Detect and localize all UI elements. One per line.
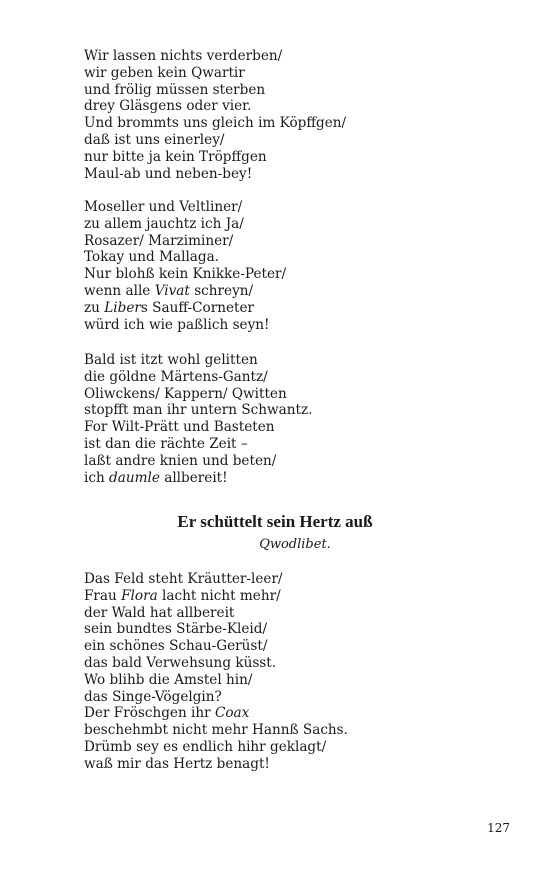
verse-line [84,605,348,622]
verse-line [84,216,286,233]
verse-line [84,149,346,166]
poem-subtitle: Qwodlibet. [259,537,331,552]
verse-italic-text: Vivat [154,282,190,299]
verse-text: Drümb sey es endlich hihr geklagt/ [84,738,327,755]
verse-text: die göldne Märtens-Gantz/ [84,368,268,385]
verse-line [84,638,348,655]
verse-line [84,436,312,453]
verse-text: Wo blihb die Amstel hin/ [84,671,253,688]
verse-text: Wir lassen nichts verderben/ [84,48,283,64]
verse-line [84,115,346,132]
verse-text: lacht nicht mehr/ [157,587,281,604]
verse-line [84,470,312,487]
verse-line [84,266,286,283]
verse-line [84,655,348,672]
verse-line [84,722,348,739]
stanza [84,571,348,773]
verse-line [84,233,286,250]
verse-text: das bald Verwehsung küsst. [84,654,277,671]
verse-text: Moseller und Veltliner/ [84,199,243,215]
verse-line [84,300,286,317]
verse-italic-text: Coax [214,705,250,722]
stanza [84,199,286,333]
verse-text: Das Feld steht Kräutter-leer/ [84,571,283,587]
verse-italic-text: Liber [104,299,141,316]
verse-text: sein bundtes Stärbe-Kleid/ [84,621,268,638]
verse-text: ein schönes Schau-Gerüst/ [84,638,268,655]
verse-text: For Wilt-Prätt und Basteten [84,419,275,436]
verse-line [84,166,346,183]
verse-line [84,98,346,115]
verse-line [84,283,286,300]
poem-title: Er schüttelt sein Hertz auß [177,512,373,531]
verse-line [84,48,346,65]
verse-text: würd ich wie paßlich seyn! [84,316,270,333]
verse-text: Nur blohß kein Knikke-Peter/ [84,266,287,283]
verse-text: zu [84,299,105,316]
verse-text: nur bitte ja kein Tröpffgen [84,148,267,165]
verse-text: Bald ist itzt wohl gelitten [84,352,258,368]
verse-text: beschehmbt nicht mehr Hannß Sachs. [84,722,348,739]
verse-text: und frölig müssen sterben [84,81,266,98]
verse-text: ich [84,469,110,486]
verse-text: allbereit! [159,469,228,486]
verse-line [84,199,286,216]
verse-line [84,352,312,369]
verse-text: wenn alle [84,282,155,299]
verse-italic-text: daumle [109,469,160,486]
verse-text: waß mir das Hertz benagt! [84,755,270,772]
verse-line [84,672,348,689]
verse-text: der Wald hat allbereit [84,604,235,621]
verse-text: Tokay und Mallaga. [84,249,220,266]
page-number: 127 [487,821,510,835]
verse-line [84,82,346,99]
stanza [84,352,312,486]
verse-line [84,705,348,722]
verse-line [84,317,286,334]
verse-line [84,369,312,386]
verse-text: stopfft man ihr untern Schwantz. [84,402,313,419]
verse-text: Und brommts uns gleich im Köpffgen/ [84,115,347,132]
verse-line [84,132,346,149]
verse-text: Rosazer/ Marziminer/ [84,232,234,249]
verse-line [84,249,286,266]
verse-line [84,756,348,773]
verse-text: schreyn/ [189,282,254,299]
verse-text: laßt andre knien und beten/ [84,452,277,469]
verse-text: Der Fröschgen ihr [84,705,215,722]
verse-text: ist dan die rächte Zeit – [84,435,248,452]
verse-text: zu allem jauchtz ich Ja/ [84,215,244,232]
verse-line [84,588,348,605]
verse-line [84,571,348,588]
verse-italic-text: Flora [121,587,158,604]
verse-line [84,402,312,419]
verse-text: drey Gläsgens oder vier. [84,98,252,115]
verse-text: s Sauff-Corneter [140,299,254,316]
verse-text: Oliwckens/ Kappern/ Qwitten [84,385,287,402]
verse-text: wir geben kein Qwartir [84,64,245,81]
verse-line [84,386,312,403]
stanza [84,48,346,182]
verse-line [84,65,346,82]
verse-text: Maul-ab und neben-bey! [84,165,253,182]
verse-line [84,453,312,470]
verse-line [84,689,348,706]
verse-text: das Singe-Vögelgin? [84,688,222,705]
verse-line [84,621,348,638]
verse-line [84,419,312,436]
verse-line [84,739,348,756]
verse-text: daß ist uns einerley/ [84,131,225,148]
verse-text: Frau [84,587,122,604]
